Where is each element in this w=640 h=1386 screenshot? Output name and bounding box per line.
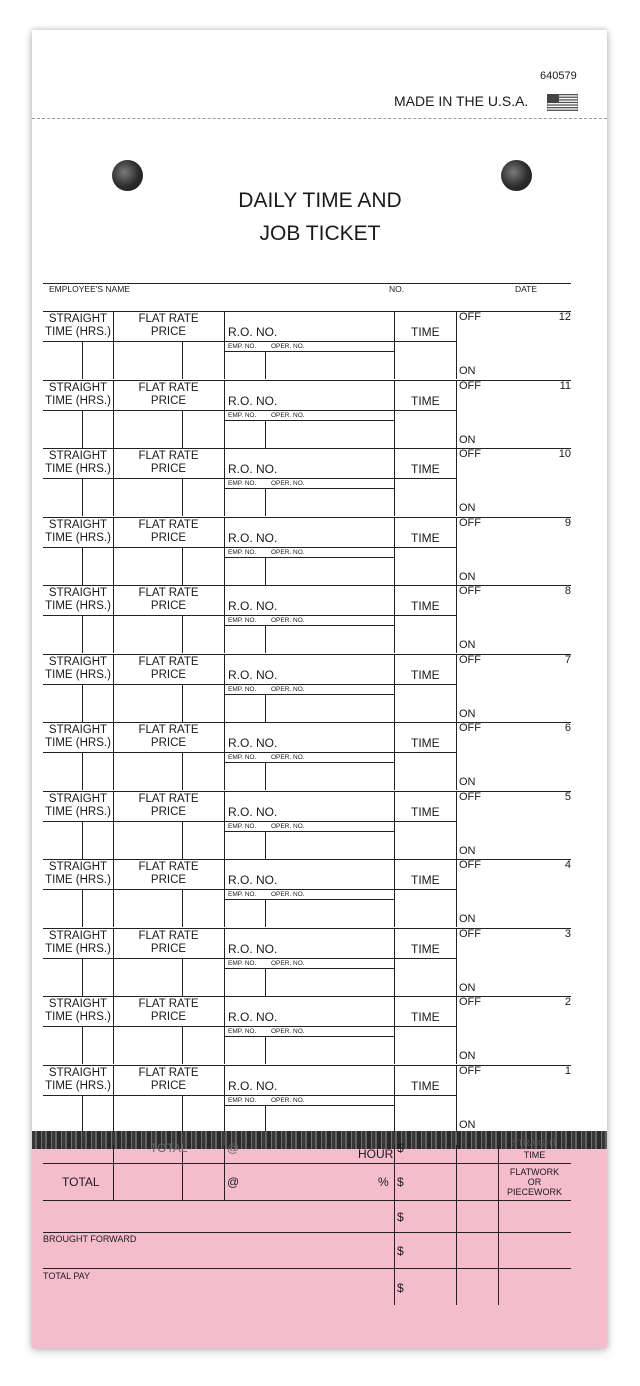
total-top-label: TOTAL [150,1141,188,1155]
dollar-brought-forward: $ [397,1244,404,1258]
time-label: TIME [411,325,440,339]
time-row [43,517,571,585]
straight-time-label: STRAIGHT TIME (HRS.) [45,382,111,407]
ro-no-label: R.O. NO. [228,394,278,408]
percent-label: % [378,1175,389,1189]
time-row [43,380,571,448]
flat-rate-label: FLAT RATE PRICE [138,998,199,1023]
time-row [43,996,571,1064]
form-number: 640579 [540,70,577,82]
time-label: TIME [411,1010,440,1024]
emp-no-label: EMP. NO. [228,686,257,693]
off-label: OFF [459,722,481,734]
off-label: OFF [459,859,481,871]
flat-rate-label: FLAT RATE PRICE [138,1067,199,1092]
straight-time-label: STRAIGHT TIME (HRS.) [45,656,111,681]
row-number: 8 [564,585,571,597]
off-label: OFF [459,996,481,1008]
on-label: ON [459,1119,476,1131]
row-number: 4 [564,859,571,871]
made-in-label: MADE IN THE U.S.A. [394,93,529,109]
row-number: 7 [564,654,571,666]
date-label: DATE [515,284,538,294]
emp-no-label: EMP. NO. [228,617,257,624]
emp-no-label: EMP. NO. [228,823,257,830]
dollar-total-pay: $ [397,1281,404,1295]
perforation-line [32,118,607,119]
ro-no-label: R.O. NO. [228,873,278,887]
time-label: TIME [411,394,440,408]
oper-no-label: OPER. NO. [271,617,305,624]
emp-no-label: EMP. NO. [228,1028,257,1035]
flat-rate-label: FLAT RATE PRICE [138,656,199,681]
brought-forward-label: BROUGHT FORWARD [43,1234,137,1244]
off-label: OFF [459,928,481,940]
row-number: 3 [564,928,571,940]
ro-no-label: R.O. NO. [228,325,278,339]
time-row [43,311,571,379]
dollar-total: $ [397,1175,404,1189]
at-top-label: @ [227,1141,240,1155]
emp-no-label: EMP. NO. [228,1097,257,1104]
row-number: 9 [564,517,571,529]
off-label: OFF [459,380,481,392]
straight-time-label: STRAIGHT TIME (HRS.) [45,793,111,818]
oper-no-label: OPER. NO. [271,891,305,898]
flat-rate-label: FLAT RATE PRICE [138,930,199,955]
time-row [43,448,571,516]
flat-rate-label: FLAT RATE PRICE [138,519,199,544]
emp-no-label: EMP. NO. [228,480,257,487]
row-number: 1 [564,1065,571,1077]
oper-no-label: OPER. NO. [271,686,305,693]
oper-no-label: OPER. NO. [271,1097,305,1104]
time-label: TIME [411,1079,440,1093]
straight-time-label: STRAIGHT TIME (HRS.) [45,998,111,1023]
hour-label: HOUR [358,1147,394,1161]
time-row [43,654,571,722]
off-label: OFF [459,1065,481,1077]
oper-no-label: OPER. NO. [271,343,305,350]
on-label: ON [459,982,476,994]
flatwork-label: FLATWORK OR PIECEWORK [506,1167,562,1197]
employee-name-label: EMPLOYEE'S NAME [49,284,130,294]
oper-no-label: OPER. NO. [271,960,305,967]
off-label: OFF [459,791,481,803]
straight-time-total-label: STRAIGHT TIME [511,1138,558,1160]
dollar-subtotal: $ [397,1210,404,1224]
title-line-2: JOB TICKET [259,222,381,245]
on-label: ON [459,776,476,788]
total-pay-label: TOTAL PAY [43,1271,91,1281]
on-label: ON [459,502,476,514]
straight-time-label: STRAIGHT TIME (HRS.) [45,1067,111,1092]
ro-no-label: R.O. NO. [228,805,278,819]
total-label: TOTAL [62,1175,100,1189]
off-label: OFF [459,517,481,529]
row-number: 11 [559,380,571,392]
ro-no-label: R.O. NO. [228,942,278,956]
on-label: ON [459,365,476,377]
emp-no-label: EMP. NO. [228,412,257,419]
time-row [43,1065,571,1133]
oper-no-label: OPER. NO. [271,412,305,419]
row-number: 5 [564,791,571,803]
dollar-top: $ [397,1141,404,1155]
straight-time-label: STRAIGHT TIME (HRS.) [45,861,111,886]
ro-no-label: R.O. NO. [228,599,278,613]
time-row [43,585,571,653]
straight-time-label: STRAIGHT TIME (HRS.) [45,724,111,749]
on-label: ON [459,639,476,651]
time-label: TIME [411,736,440,750]
time-row [43,722,571,790]
title-line-1: DAILY TIME AND [238,189,402,212]
oper-no-label: OPER. NO. [271,754,305,761]
emp-no-label: EMP. NO. [228,960,257,967]
on-label: ON [459,845,476,857]
us-flag-icon [547,94,578,111]
time-label: TIME [411,599,440,613]
on-label: ON [459,1050,476,1062]
straight-time-label: STRAIGHT TIME (HRS.) [45,519,111,544]
on-label: ON [459,571,476,583]
off-label: OFF [459,585,481,597]
flat-rate-label: FLAT RATE PRICE [138,587,199,612]
ro-no-label: R.O. NO. [228,1079,278,1093]
flat-rate-label: FLAT RATE PRICE [138,382,199,407]
no-label: NO. [389,284,405,294]
flat-rate-label: FLAT RATE PRICE [138,724,199,749]
on-label: ON [459,913,476,925]
emp-no-label: EMP. NO. [228,549,257,556]
straight-time-label: STRAIGHT TIME (HRS.) [45,313,111,338]
ro-no-label: R.O. NO. [228,531,278,545]
time-label: TIME [411,873,440,887]
row-number: 2 [564,996,571,1008]
oper-no-label: OPER. NO. [271,823,305,830]
ro-no-label: R.O. NO. [228,462,278,476]
time-label: TIME [411,668,440,682]
ro-no-label: R.O. NO. [228,736,278,750]
row-number: 10 [558,448,571,460]
off-label: OFF [459,448,481,460]
time-label: TIME [411,462,440,476]
oper-no-label: OPER. NO. [271,549,305,556]
flat-rate-label: FLAT RATE PRICE [138,450,199,475]
row-number: 6 [564,722,571,734]
emp-no-label: EMP. NO. [228,754,257,761]
off-label: OFF [459,311,481,323]
time-row [43,859,571,927]
oper-no-label: OPER. NO. [271,480,305,487]
emp-no-label: EMP. NO. [228,343,257,350]
straight-time-label: STRAIGHT TIME (HRS.) [45,930,111,955]
time-label: TIME [411,531,440,545]
time-row [43,791,571,859]
oper-no-label: OPER. NO. [271,1028,305,1035]
on-label: ON [459,708,476,720]
time-label: TIME [411,942,440,956]
flat-rate-label: FLAT RATE PRICE [138,861,199,886]
ro-no-label: R.O. NO. [228,668,278,682]
at-label: @ [227,1175,240,1189]
on-label: ON [459,434,476,446]
straight-time-label: STRAIGHT TIME (HRS.) [45,450,111,475]
row-number: 12 [558,311,571,323]
flat-rate-label: FLAT RATE PRICE [138,793,199,818]
ro-no-label: R.O. NO. [228,1010,278,1024]
flat-rate-label: FLAT RATE PRICE [138,313,199,338]
time-label: TIME [411,805,440,819]
straight-time-label: STRAIGHT TIME (HRS.) [45,587,111,612]
time-row [43,928,571,996]
off-label: OFF [459,654,481,666]
emp-no-label: EMP. NO. [228,891,257,898]
